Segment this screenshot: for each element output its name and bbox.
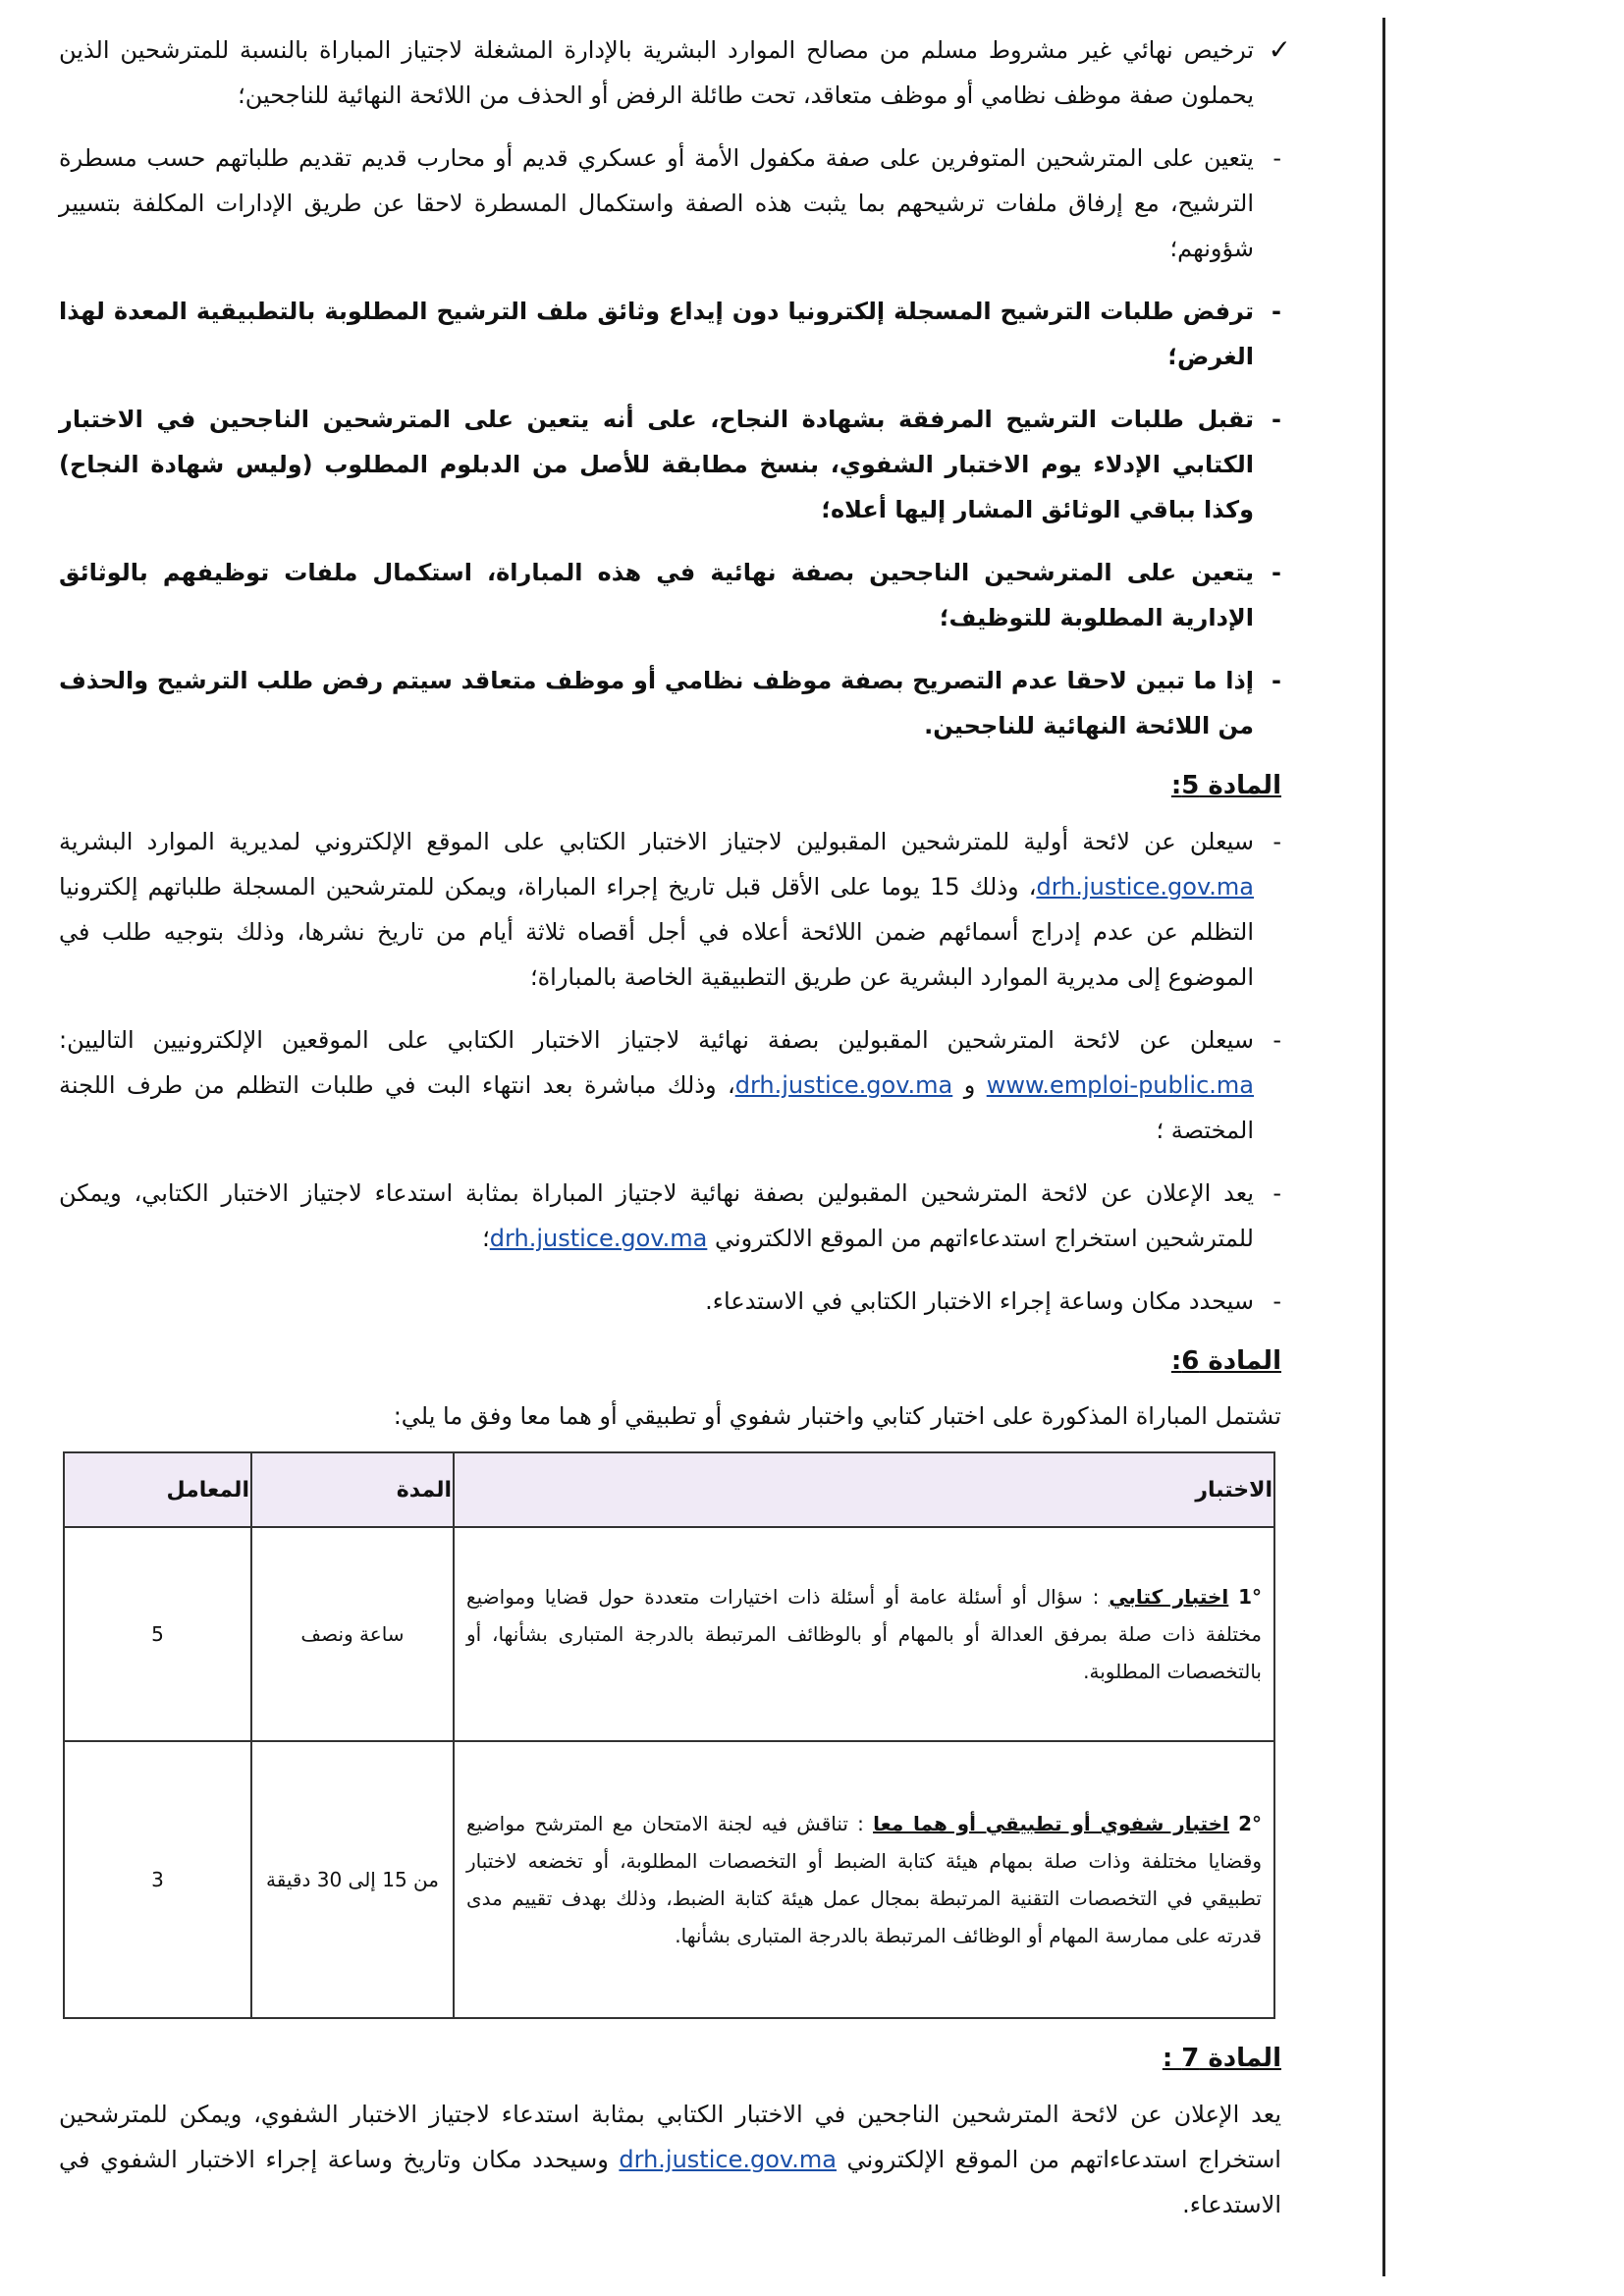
authorization-text: ترخيص نهائي غير مشروط مسلم من مصالح الموارد البشرية بالإدارة المشغلة لاجتياز المباراة بالنسبة للمترشحين الذين يحملون صفة موظف نظامي أو موظف متعاقد، تحت طائلة الرفض أو الحذف من اللائحة النهائية للناجحين؛ — [59, 36, 1254, 109]
bullet-dash: - — [1272, 667, 1281, 694]
list-item: - يتعين على المترشحين المتوفرين على صفة مكفول الأمة أو عسكري قديم أو محارب قديم تقديم طلباتهم حسب مسطرة الترشيح، مع إرفاق ملفات ترشيحهم بما يثبت هذه الصفة واستكمال المسطرة لاحقا عن طريق الإدارات المكلفة بتسيير شؤونهم؛ — [59, 136, 1281, 271]
list-item: - إذا ما تبين لاحقا عدم التصريح بصفة موظف نظامي أو موظف متعاقد سيتم رفض طلب الترشيح والحذف من اللائحة النهائية للناجحين. — [59, 658, 1281, 748]
check-mark-icon: ✓ — [1268, 33, 1291, 66]
drh-justice-link[interactable]: drh.justice.gov.ma — [1036, 873, 1254, 901]
coefficient-cell: 5 — [64, 1527, 251, 1741]
list-item: - سيحدد مكان وساعة إجراء الاختبار الكتابي في الاستدعاء. — [59, 1279, 1281, 1324]
article-6-intro: تشتمل المباراة المذكورة على اختبار كتابي واختبار شفوي أو تطبيقي أو هما معا وفق ما يلي: — [393, 1402, 1281, 1430]
margin-rule — [1382, 18, 1385, 2276]
duration-cell: من 15 إلى 30 دقيقة — [251, 1741, 454, 2018]
exam-cell: 1° اختبار كتابي : سؤال أو أسئلة عامة أو أسئلة ذات اختيارات متعددة حول قضايا ومواضيع مختلفة ذات صلة بمرفق العدالة أو بالمهام أو بالوظائف المرتبطة بالدرجة المتبارى بشأنها، أو بالتخصصات المطلوبة. — [454, 1527, 1274, 1741]
list-item: - تقبل طلبات الترشيح المرفقة بشهادة النجاح، على أنه يتعين على المترشحين الناجحين في الاختبار الكتابي الإدلاء يوم الاختبار الشفوي، بنسخ مطابقة للأصل من الدبلوم المطلوب (وليس شهادة النجاح) وكذا بباقي الوثائق المشار إليها أعلاه؛ — [59, 397, 1281, 532]
bullet-dash: - — [1272, 1287, 1281, 1315]
bullet-dash: - — [1272, 559, 1281, 586]
bullet-dash: - — [1272, 828, 1281, 855]
list-item: - ترفض طلبات الترشيح المسجلة إلكترونيا دون إيداع وثائق ملف الترشيح المطلوبة بالتطبيقية المعدة لهذا الغرض؛ — [59, 289, 1281, 379]
table-row — [64, 1527, 1274, 1741]
col-header-duration: المدة — [251, 1452, 454, 1527]
table-row — [64, 1741, 1274, 2018]
emploi-public-link[interactable]: www.emploi-public.ma — [986, 1071, 1254, 1099]
exam-table — [63, 1451, 1275, 2019]
list-item: - سيعلن عن لائحة المترشحين المقبولين بصفة نهائية لاجتياز الاختبار الكتابي على الموقعين الإلكترونيين التاليين: www.emploi-public.ma و drh.justice.gov.ma، وذلك مباشرة بعد انتهاء البت في طلبات التظلم من طرف اللجنة المختصة ؛ — [59, 1017, 1281, 1153]
authorization-paragraph — [59, 27, 1291, 118]
article-7-heading: المادة 7 : — [1162, 2044, 1281, 2073]
bullet-dash: - — [1272, 144, 1281, 172]
duration-cell: ساعة ونصف — [251, 1527, 454, 1741]
drh-justice-link[interactable]: drh.justice.gov.ma — [489, 1225, 708, 1252]
col-header-exam: الاختبار — [454, 1452, 1274, 1527]
article-6-heading: المادة 6: — [1170, 1346, 1281, 1376]
bullet-dash: - — [1272, 1179, 1281, 1207]
bullet-dash: - — [1272, 1026, 1281, 1054]
article-5-heading: المادة 5: — [1170, 771, 1281, 800]
bullet-dash: - — [1272, 406, 1281, 433]
coefficient-cell: 3 — [64, 1741, 251, 2018]
col-header-coefficient: المعامل — [64, 1452, 251, 1527]
list-item: - يعد الإعلان عن لائحة المترشحين المقبولين بصفة نهائية لاجتياز المباراة بمثابة استدعاء لاجتياز الاختبار الكتابي، ويمكن للمترشحين استخراج استدعاءاتهم من الموقع الالكتروني drh.justice.gov.ma؛ — [59, 1171, 1281, 1261]
drh-justice-link[interactable]: drh.justice.gov.ma — [734, 1071, 953, 1099]
exam-cell: 2° اختبار شفوي أو تطبيقي أو هما معا : تناقش فيه لجنة الامتحان مع المترشح مواضيع وقضايا مختلفة وذات صلة بمهام هيئة كتابة الضبط أو التخصصات المطلوبة، أو تخضعه لاختبار تطبيقي في التخصصات التقنية المرتبطة بمجال عمل هيئة كتابة الضبط، وذلك بهدف تقييم مدى قدرته على ممارسة المهام أو الوظائف المرتبطة بالدرجة المتبارى بشأنها. — [454, 1741, 1274, 2018]
drh-justice-link[interactable]: drh.justice.gov.ma — [619, 2146, 837, 2173]
article-7-paragraph: يعد الإعلان عن لائحة المترشحين الناجحين في الاختبار الكتابي بمثابة استدعاء لاجتياز الاختبار الشفوي، ويمكن للمترشحين استخراج استدعاءاتهم من الموقع الإلكتروني drh.justice.gov.ma وسيحدد مكان وتاريخ وساعة إجراء الاختبار الشفوي في الاستدعاء. — [59, 2101, 1281, 2218]
list-item: - يتعين على المترشحين الناجحين بصفة نهائية في هذه المباراة، استكمال ملفات توظيفهم بالوثائق الإدارية المطلوبة للتوظيف؛ — [59, 550, 1281, 640]
table-header-row — [64, 1452, 1274, 1527]
bullet-dash: - — [1272, 298, 1281, 325]
list-item: - سيعلن عن لائحة أولية للمترشحين المقبولين لاجتياز الاختبار الكتابي على الموقع الإلكتروني لمديرية الموارد البشرية drh.justice.gov.ma، وذلك 15 يوما على الأقل قبل تاريخ إجراء المباراة، ويمكن للمترشحين المسجلة طلباتهم إلكترونيا التظلم عن عدم إدراج أسمائهم ضمن اللائحة أعلاه في أجل أقصاه ثلاثة أيام من تاريخ نشرها، وذلك بتوجيه طلب في الموضوع إلى مديرية الموارد البشرية عن طريق التطبيقية الخاصة بالمباراة؛ — [59, 819, 1281, 1000]
document-body — [59, 27, 1291, 2227]
